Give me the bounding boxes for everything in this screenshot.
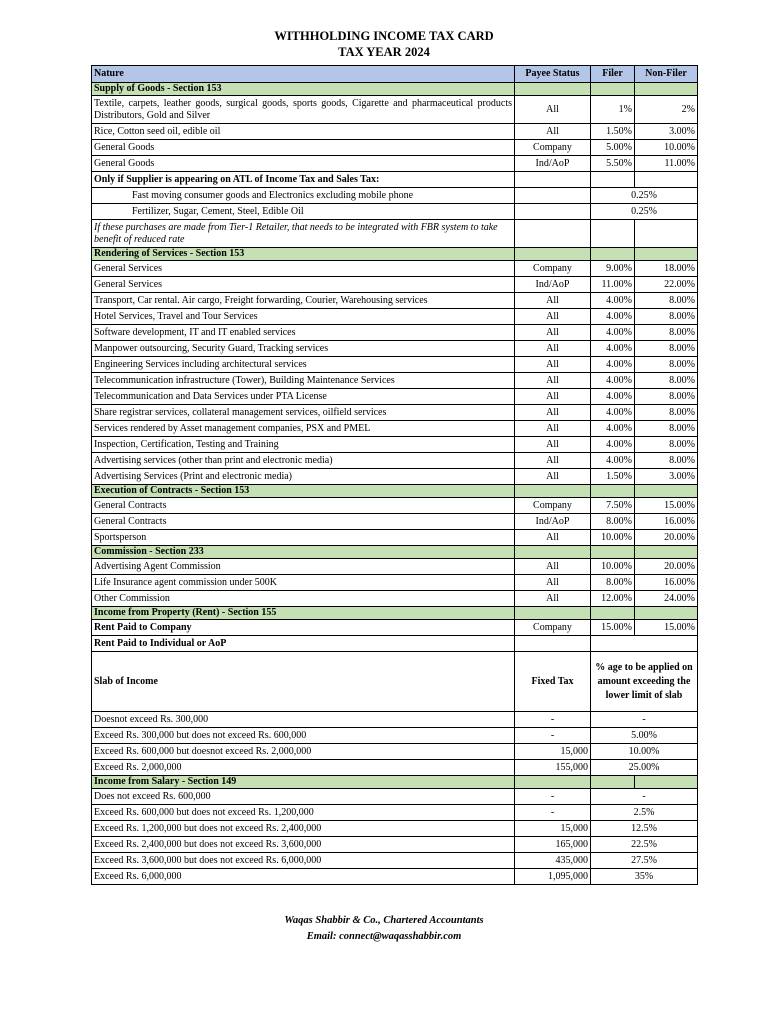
blank-cell [591, 220, 635, 248]
fixed-tax-header: Fixed Tax [515, 652, 591, 712]
filer-rate-cell: 10.00% [591, 530, 635, 546]
nature-cell: Telecommunication infrastructure (Tower), Building Maintenance Services [92, 373, 515, 389]
section-blank [591, 83, 635, 96]
payee-status-cell: Company [515, 140, 591, 156]
section-row [92, 546, 698, 559]
payee-status-cell: All [515, 357, 591, 373]
section-row [92, 776, 698, 789]
payee-status-cell: All [515, 373, 591, 389]
page-subtitle: TAX YEAR 2024 [338, 45, 430, 59]
section-row [92, 83, 698, 96]
non-filer-rate-cell: 8.00% [635, 421, 698, 437]
nature-cell: Hotel Services, Travel and Tour Services [92, 309, 515, 325]
payee-status-cell: All [515, 96, 591, 124]
payee-status-cell: All [515, 309, 591, 325]
page-title: WITHHOLDING INCOME TAX CARD [274, 29, 494, 43]
fixed-tax-cell: - [515, 789, 591, 805]
fixed-tax-cell: 155,000 [515, 760, 591, 776]
blank-cell [591, 636, 698, 652]
blank-cell [635, 220, 698, 248]
nature-cell: General Services [92, 277, 515, 293]
blank-cell [635, 172, 698, 188]
section-blank [515, 485, 591, 498]
filer-rate-cell: 4.00% [591, 309, 635, 325]
section-blank [515, 83, 591, 96]
table-row [92, 453, 698, 469]
col-nature: Nature [92, 66, 515, 83]
tax-card-table [91, 65, 698, 885]
nature-cell: Fertilizer, Sugar, Cement, Steel, Edible Oil [92, 204, 515, 220]
section-row [92, 248, 698, 261]
payee-status-cell: Company [515, 261, 591, 277]
non-filer-rate-cell: 20.00% [635, 530, 698, 546]
non-filer-rate-cell: 3.00% [635, 124, 698, 140]
payee-status-cell: All [515, 530, 591, 546]
table-row [92, 389, 698, 405]
non-filer-rate-cell: 24.00% [635, 591, 698, 607]
section-title: Rendering of Services - Section 153 [92, 248, 515, 261]
nature-cell: Sportsperson [92, 530, 515, 546]
nature-cell: Rent Paid to Company [92, 620, 515, 636]
nature-cell: Engineering Services including architectural services [92, 357, 515, 373]
non-filer-rate-cell: 15.00% [635, 620, 698, 636]
table-row [92, 293, 698, 309]
table-row [92, 530, 698, 546]
payee-status-cell: All [515, 437, 591, 453]
filer-rate-cell: 12.00% [591, 591, 635, 607]
filer-rate-cell: 8.00% [591, 575, 635, 591]
section-blank [591, 776, 635, 789]
nature-cell: Transport, Car rental. Air cargo, Freight forwarding, Courier, Warehousing services [92, 293, 515, 309]
slab-row [92, 712, 698, 728]
payee-status-cell: All [515, 124, 591, 140]
percentage-cell: 10.00% [591, 744, 698, 760]
fixed-tax-cell: - [515, 805, 591, 821]
table-row [92, 357, 698, 373]
filer-rate-cell: 1.50% [591, 124, 635, 140]
nature-cell: Advertising Agent Commission [92, 559, 515, 575]
fixed-tax-cell: - [515, 712, 591, 728]
table-row [92, 96, 698, 124]
section-blank [635, 83, 698, 96]
non-filer-rate-cell: 8.00% [635, 405, 698, 421]
filer-rate-cell: 4.00% [591, 357, 635, 373]
slab-row [92, 853, 698, 869]
slab-cell: Exceed Rs. 600,000 but does not exceed Rs. 1,200,000 [92, 805, 515, 821]
non-filer-rate-cell: 8.00% [635, 437, 698, 453]
section-row [92, 607, 698, 620]
non-filer-rate-cell: 16.00% [635, 514, 698, 530]
section-blank [635, 546, 698, 559]
nature-cell: Textile, carpets, leather goods, surgical goods, sports goods, Cigarette and pharmaceutical products Distributors, Gold and Silver [92, 96, 515, 124]
blank-cell [515, 220, 591, 248]
fixed-tax-cell: 165,000 [515, 837, 591, 853]
blank-cell [515, 204, 591, 220]
filer-rate-cell: 4.00% [591, 421, 635, 437]
percentage-cell: 12.5% [591, 821, 698, 837]
non-filer-rate-cell: 8.00% [635, 325, 698, 341]
blank-cell [515, 636, 591, 652]
filer-rate-cell: 4.00% [591, 341, 635, 357]
percentage-cell: 35% [591, 869, 698, 885]
table-row [92, 277, 698, 293]
table-row [92, 124, 698, 140]
filer-rate-cell: 1% [591, 96, 635, 124]
table-row [92, 437, 698, 453]
percentage-cell: - [591, 712, 698, 728]
table-row [92, 575, 698, 591]
non-filer-rate-cell: 8.00% [635, 293, 698, 309]
nature-cell: Software development, IT and IT enabled services [92, 325, 515, 341]
footer-email: Email: connect@waqasshabbir.com [306, 931, 462, 942]
filer-rate-cell: 10.00% [591, 559, 635, 575]
payee-status-cell: All [515, 341, 591, 357]
fixed-tax-cell: 435,000 [515, 853, 591, 869]
section-title: Income from Salary - Section 149 [92, 776, 515, 789]
slab-row [92, 744, 698, 760]
section-row [92, 485, 698, 498]
payee-status-cell: Company [515, 620, 591, 636]
table-row [92, 559, 698, 575]
slab-cell: Exceed Rs. 300,000 but does not exceed Rs. 600,000 [92, 728, 515, 744]
section-blank [515, 248, 591, 261]
nature-cell: Manpower outsourcing, Security Guard, Tracking services [92, 341, 515, 357]
section-blank [635, 248, 698, 261]
table-row [92, 469, 698, 485]
non-filer-rate-cell: 8.00% [635, 357, 698, 373]
slab-row [92, 728, 698, 744]
payee-status-cell: Ind/AoP [515, 156, 591, 172]
slab-cell: Doesnot exceed Rs. 300,000 [92, 712, 515, 728]
section-blank [515, 546, 591, 559]
non-filer-rate-cell: 20.00% [635, 559, 698, 575]
percentage-cell: 22.5% [591, 837, 698, 853]
non-filer-rate-cell: 8.00% [635, 453, 698, 469]
non-filer-rate-cell: 11.00% [635, 156, 698, 172]
payee-status-cell: All [515, 591, 591, 607]
col-filer: Filer [591, 66, 635, 83]
section-blank [591, 546, 635, 559]
slab-cell: Exceed Rs. 3,600,000 but does not exceed Rs. 6,000,000 [92, 853, 515, 869]
tax-card-body [92, 66, 698, 885]
filer-rate-cell: 4.00% [591, 293, 635, 309]
tier1-note: If these purchases are made from Tier-1 Retailer, that needs to be integrated with FBR system to take benefit of reduced rate [92, 220, 515, 248]
section-blank [515, 607, 591, 620]
table-row [92, 373, 698, 389]
nature-cell: Inspection, Certification, Testing and Training [92, 437, 515, 453]
non-filer-rate-cell: 22.00% [635, 277, 698, 293]
table-row [92, 421, 698, 437]
filer-rate-cell: 4.00% [591, 389, 635, 405]
table-row [92, 591, 698, 607]
filer-rate-cell: 4.00% [591, 437, 635, 453]
filer-rate-cell: 5.50% [591, 156, 635, 172]
payee-status-cell: All [515, 293, 591, 309]
table-row [92, 405, 698, 421]
table-row [92, 498, 698, 514]
table-row [92, 341, 698, 357]
non-filer-rate-cell: 8.00% [635, 309, 698, 325]
nature-cell: Advertising Services (Print and electronic media) [92, 469, 515, 485]
section-blank [635, 485, 698, 498]
col-non-filer: Non-Filer [635, 66, 698, 83]
slab-row [92, 837, 698, 853]
reduced-rate-cell: 0.25% [591, 188, 698, 204]
percentage-cell: 27.5% [591, 853, 698, 869]
filer-rate-cell: 4.00% [591, 405, 635, 421]
payee-status-cell: All [515, 575, 591, 591]
col-payee-status: Payee Status [515, 66, 591, 83]
filer-rate-cell: 1.50% [591, 469, 635, 485]
fixed-tax-cell: - [515, 728, 591, 744]
slab-row [92, 869, 698, 885]
payee-status-cell: All [515, 389, 591, 405]
filer-rate-cell: 4.00% [591, 453, 635, 469]
percentage-cell: 25.00% [591, 760, 698, 776]
payee-status-cell: All [515, 325, 591, 341]
filer-rate-cell: 9.00% [591, 261, 635, 277]
slab-cell: Exceed Rs. 2,400,000 but does not exceed Rs. 3,600,000 [92, 837, 515, 853]
nature-cell: Fast moving consumer goods and Electronics excluding mobile phone [92, 188, 515, 204]
table-row [92, 325, 698, 341]
nature-cell: Other Commission [92, 591, 515, 607]
payee-status-cell: All [515, 559, 591, 575]
section-title: Execution of Contracts - Section 153 [92, 485, 515, 498]
footer-firm: Waqas Shabbir & Co., Chartered Accountants [284, 915, 484, 926]
blank-cell [591, 172, 635, 188]
nature-cell: Rice, Cotton seed oil, edible oil [92, 124, 515, 140]
percentage-cell: 5.00% [591, 728, 698, 744]
non-filer-rate-cell: 8.00% [635, 341, 698, 357]
percentage-header: % age to be applied on amount exceeding the lower limit of slab [591, 652, 698, 712]
non-filer-rate-cell: 15.00% [635, 498, 698, 514]
section-blank [515, 776, 591, 789]
nature-cell: Share registrar services, collateral management services, oilfield services [92, 405, 515, 421]
section-blank [635, 607, 698, 620]
slab-cell: Exceed Rs. 2,000,000 [92, 760, 515, 776]
atl-row [92, 188, 698, 204]
nature-cell: Life Insurance agent commission under 500K [92, 575, 515, 591]
section-blank [591, 485, 635, 498]
atl-heading-row [92, 172, 698, 188]
non-filer-rate-cell: 8.00% [635, 373, 698, 389]
nature-cell: Advertising services (other than print and electronic media) [92, 453, 515, 469]
slab-header: Slab of Income [92, 652, 515, 712]
payee-status-cell: All [515, 405, 591, 421]
non-filer-rate-cell: 16.00% [635, 575, 698, 591]
table-header [92, 66, 698, 83]
section-blank [591, 607, 635, 620]
filer-rate-cell: 11.00% [591, 277, 635, 293]
percentage-cell: 2.5% [591, 805, 698, 821]
nature-cell: General Contracts [92, 498, 515, 514]
atl-heading: Only if Supplier is appearing on ATL of Income Tax and Sales Tax: [92, 172, 515, 188]
filer-rate-cell: 5.00% [591, 140, 635, 156]
non-filer-rate-cell: 2% [635, 96, 698, 124]
table-row [92, 140, 698, 156]
filer-rate-cell: 15.00% [591, 620, 635, 636]
slab-row [92, 760, 698, 776]
section-blank [591, 248, 635, 261]
slab-cell: Does not exceed Rs. 600,000 [92, 789, 515, 805]
payee-status-cell: All [515, 469, 591, 485]
blank-cell [515, 188, 591, 204]
non-filer-rate-cell: 8.00% [635, 389, 698, 405]
payee-status-cell: Ind/AoP [515, 277, 591, 293]
slab-row [92, 805, 698, 821]
note-row [92, 220, 698, 248]
section-blank [635, 776, 698, 789]
section-title: Supply of Goods - Section 153 [92, 83, 515, 96]
non-filer-rate-cell: 18.00% [635, 261, 698, 277]
slab-row [92, 789, 698, 805]
nature-cell: General Goods [92, 140, 515, 156]
nature-cell: General Contracts [92, 514, 515, 530]
slab-cell: Exceed Rs. 1,200,000 but does not exceed Rs. 2,400,000 [92, 821, 515, 837]
nature-cell: General Services [92, 261, 515, 277]
nature-cell: General Goods [92, 156, 515, 172]
slab-row [92, 821, 698, 837]
table-row [92, 261, 698, 277]
nature-cell: Services rendered by Asset management companies, PSX and PMEL [92, 421, 515, 437]
section-title: Income from Property (Rent) - Section 155 [92, 607, 515, 620]
blank-cell [515, 172, 591, 188]
table-row [92, 309, 698, 325]
filer-rate-cell: 7.50% [591, 498, 635, 514]
filer-rate-cell: 8.00% [591, 514, 635, 530]
non-filer-rate-cell: 10.00% [635, 140, 698, 156]
filer-rate-cell: 4.00% [591, 325, 635, 341]
fixed-tax-cell: 15,000 [515, 744, 591, 760]
individual-heading-row [92, 636, 698, 652]
section-title: Commission - Section 233 [92, 546, 515, 559]
payee-status-cell: All [515, 421, 591, 437]
reduced-rate-cell: 0.25% [591, 204, 698, 220]
slab-cell: Exceed Rs. 600,000 but doesnot exceed Rs. 2,000,000 [92, 744, 515, 760]
table-row [92, 620, 698, 636]
individual-heading: Rent Paid to Individual or AoP [92, 636, 515, 652]
atl-row [92, 204, 698, 220]
fixed-tax-cell: 1,095,000 [515, 869, 591, 885]
percentage-cell: - [591, 789, 698, 805]
slab-header-row [92, 652, 698, 712]
slab-cell: Exceed Rs. 6,000,000 [92, 869, 515, 885]
table-row [92, 514, 698, 530]
table-row [92, 156, 698, 172]
non-filer-rate-cell: 3.00% [635, 469, 698, 485]
filer-rate-cell: 4.00% [591, 373, 635, 389]
nature-cell: Telecommunication and Data Services under PTA License [92, 389, 515, 405]
payee-status-cell: Company [515, 498, 591, 514]
payee-status-cell: All [515, 453, 591, 469]
fixed-tax-cell: 15,000 [515, 821, 591, 837]
payee-status-cell: Ind/AoP [515, 514, 591, 530]
